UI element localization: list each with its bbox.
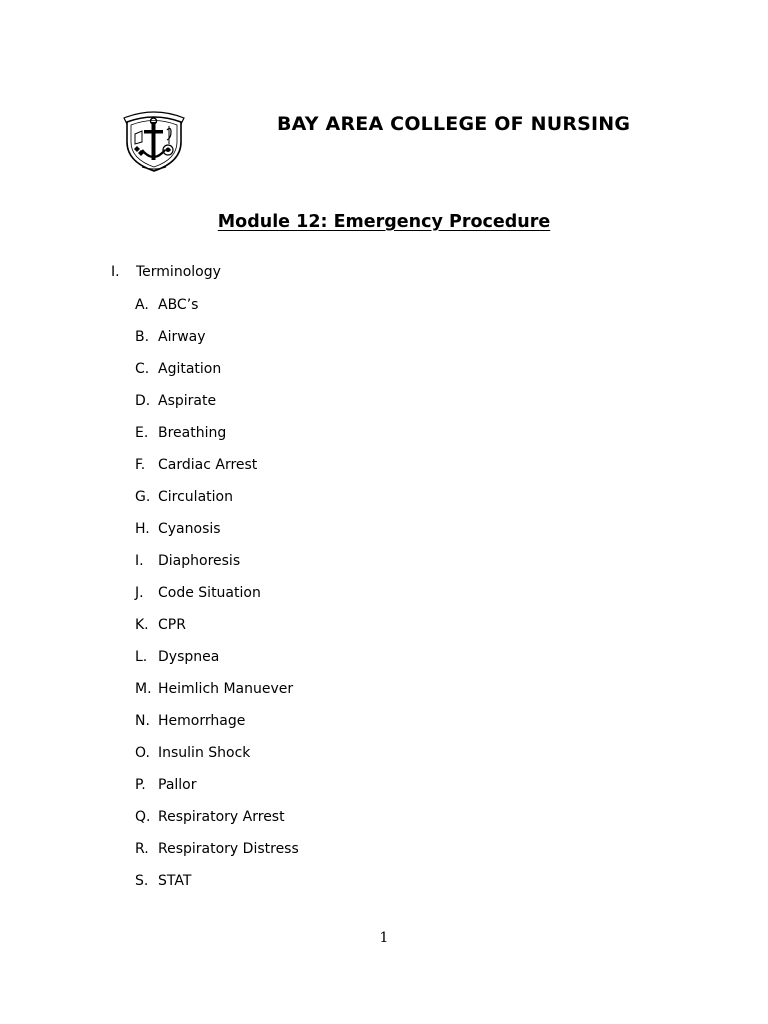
list-item (135, 455, 257, 475)
item-letter: K. (135, 617, 149, 633)
list-item (135, 519, 221, 539)
list-item (135, 583, 261, 603)
item-term: Pallor (158, 777, 197, 793)
item-letter: S. (135, 873, 149, 889)
item-term: Respiratory Distress (158, 841, 299, 857)
item-letter: E. (135, 425, 149, 441)
item-term: CPR (158, 617, 186, 633)
section-number: I. (111, 264, 120, 280)
item-term: Breathing (158, 425, 227, 441)
item-term: Airway (158, 329, 206, 345)
list-item (135, 295, 198, 315)
item-letter: I. (135, 553, 144, 569)
item-term: Cyanosis (158, 521, 221, 537)
item-term: Aspirate (158, 393, 217, 409)
item-letter: B. (135, 329, 150, 345)
list-item (135, 711, 245, 731)
item-letter: C. (135, 361, 150, 377)
item-letter: N. (135, 713, 150, 729)
page-title: Module 12: Emergency Procedure (217, 212, 551, 232)
list-item (135, 679, 293, 699)
list-item (135, 807, 285, 827)
list-item (135, 615, 186, 635)
item-letter: A. (135, 297, 149, 313)
item-letter: O. (135, 745, 150, 761)
item-term: Heimlich Manuever (158, 681, 294, 697)
list-item (135, 743, 250, 763)
item-term: STAT (158, 873, 192, 889)
list-item (135, 391, 216, 411)
item-term: Diaphoresis (158, 553, 241, 569)
item-term: Cardiac Arrest (158, 457, 258, 473)
item-letter: F. (135, 457, 146, 473)
section-title: Terminology (136, 264, 221, 280)
section-heading (111, 264, 221, 280)
list-item (135, 871, 191, 891)
item-term: Dyspnea (158, 649, 220, 665)
item-letter: J. (135, 585, 144, 601)
item-letter: R. (135, 841, 149, 857)
item-term: Respiratory Arrest (158, 809, 285, 825)
list-item (135, 551, 240, 571)
item-letter: L. (135, 649, 148, 665)
item-term: ABC’s (158, 297, 199, 313)
item-term: Insulin Shock (158, 745, 251, 761)
list-item (135, 647, 219, 667)
list-item (135, 359, 221, 379)
list-item (135, 327, 206, 347)
item-letter: M. (135, 681, 152, 697)
item-term: Hemorrhage (158, 713, 246, 729)
item-letter: H. (135, 521, 150, 537)
item-term: Code Situation (158, 585, 261, 601)
item-letter: G. (135, 489, 151, 505)
list-item (135, 775, 197, 795)
list-item (135, 423, 226, 443)
list-item (135, 487, 233, 507)
item-letter: P. (135, 777, 146, 793)
list-item (135, 839, 299, 859)
item-term: Circulation (158, 489, 233, 505)
college-name: BAY AREA COLLEGE OF NURSING (277, 113, 631, 135)
item-letter: D. (135, 393, 151, 409)
item-term: Agitation (158, 361, 222, 377)
item-letter: Q. (135, 809, 151, 825)
page-number: 1 (379, 930, 389, 946)
